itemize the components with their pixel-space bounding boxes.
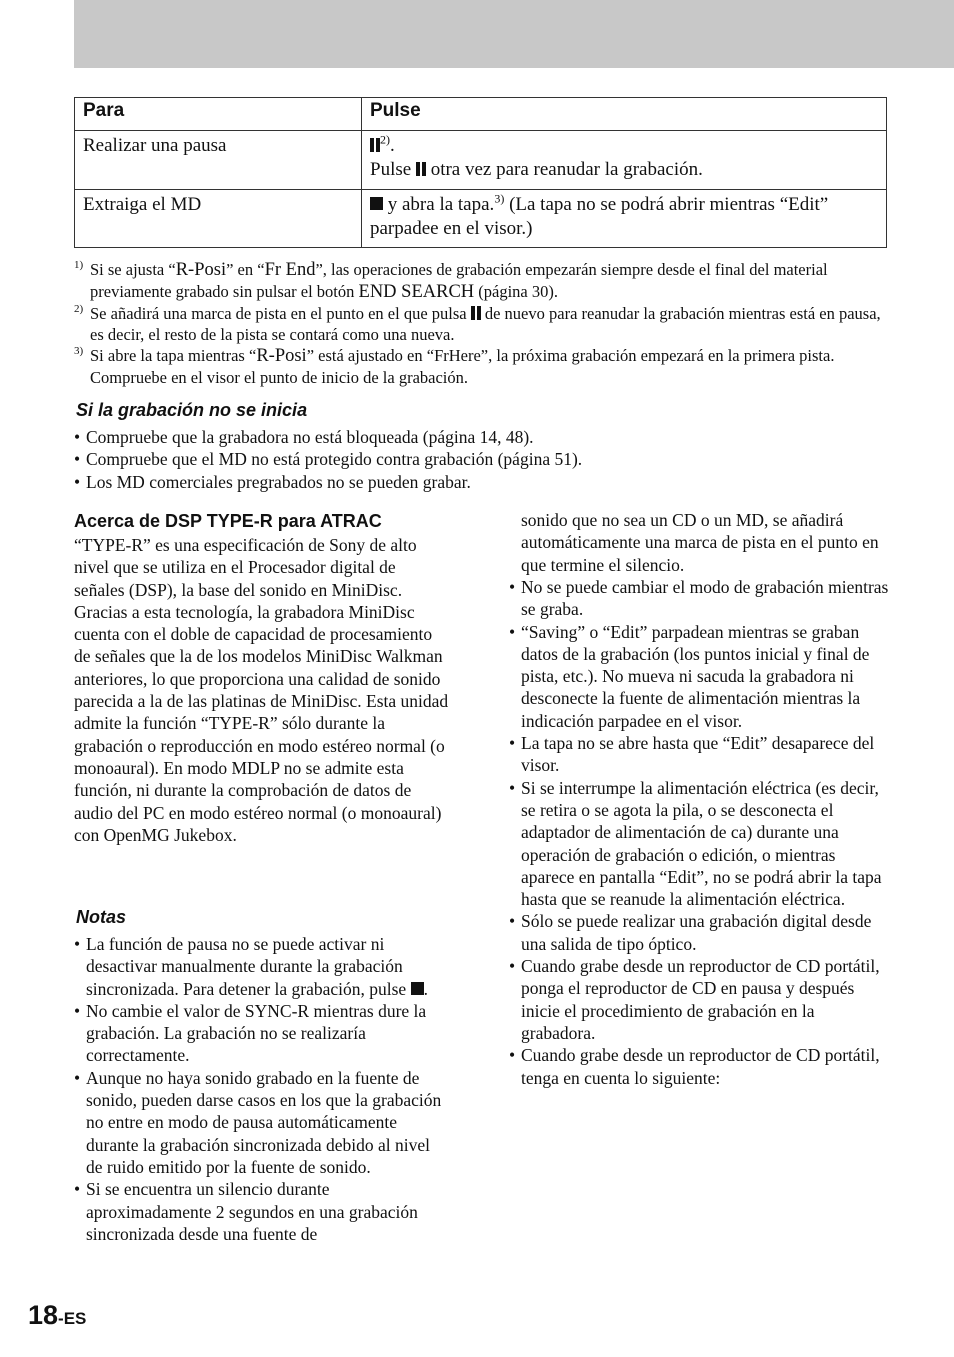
list-item: • La función de pausa no se puede activar ni desactivar manualmente durante la grabación sincronizada. Para detener la grabación, pulse .	[74, 933, 450, 1000]
table-cell-pulse: $^{2)}$. Pulse otra vez para reanudar la grabación.	[362, 131, 887, 190]
list-item: • Aunque no haya sonido grabado en la fuente de sonido, pueden darse casos en los que la grabación no entre en modo de pausa automáticamente durante la grabación sincronizada debido al nivel de ruido emitido por la fuente de sonido.	[74, 1067, 450, 1178]
footnote-2: 2) Se añadirá una marca de pista en el punto en el que pulsa de nuevo para reanudar la grabación mientras está en pausa, es decir, el resto de la pista se contará como una nueva.	[74, 303, 881, 344]
list-item: • Sólo se puede realizar una grabación digital desde una salida de tipo óptico.	[509, 910, 891, 955]
footnotes	[74, 259, 886, 388]
dsp-body: “TYPE-R” es una especificación de Sony de alto nivel que se utiliza en el Procesador digital de señales (DSP), la base del sonido en MiniDisc. Gracias a esta tecnología, la grabadora MiniDisc cuenta con el doble de capacidad de procesamiento de señales que la de los modelos MiniDisc Walkman anteriores, lo que proporciona una calidad de sonido parecida a la de las platinas de MiniDisc. Esta unidad admite la función “TYPE-R” sólo durante la grabación o reproducción en modo estéreo normal (o monoaural). En modo MDLP no se admite esta función, ni durante la comprobación de datos de audio del PC en modo estéreo normal (o monoaural) con OpenMG Jukebox.	[74, 535, 449, 845]
list-item: • Si se encuentra un silencio durante aproximadamente 2 segundos en una grabación sincronizada desde una fuente de	[74, 1178, 450, 1245]
table-row	[75, 131, 887, 190]
footnote-1: 1) Si se ajusta “R-Posi” en “Fr End”, las operaciones de grabación empezarán siempre desde el final del material previamente grabado sin pulsar el botón END SEARCH (página 30).	[74, 259, 828, 302]
table-header-para: Para	[75, 98, 362, 131]
list-item: • Cuando grabe desde un reproductor de CD portátil, ponga el reproductor de CD en pausa y después inicie el procedimiento de grabación en la grabadora.	[509, 955, 891, 1044]
pause-icon	[471, 306, 481, 320]
pause-icon	[416, 162, 426, 176]
pause-icon	[370, 138, 380, 152]
table-cell-action: Realizar una pausa	[75, 131, 362, 190]
list-item: • Si se interrumpe la alimentación eléctrica (es decir, se retira o se agota la pila, o se desconecta el adaptador de alimentación de ca) durante una operación de grabación o edición, o mientras aparece en pantalla “Edit”, no se podrá abrir la tapa hasta que se reanude la alimentación eléctrica.	[509, 777, 891, 911]
stop-icon	[370, 197, 383, 210]
list-item: • “Saving” o “Edit” parpadean mientras se graban datos de la grabación (los puntos inicial y final de pista, etc.). No mueva ni sacuda la grabadora ni desconecte la fuente de alimentación mientras la indicación parpadee en el visor.	[509, 621, 891, 732]
section-heading-no-inicia: Si la grabación no se inicia	[76, 400, 308, 420]
list-item: • No cambie el valor de SYNC-R mientras dure la grabación. La grabación no se realizaría correctamente.	[74, 1000, 450, 1067]
section-heading-dsp: Acerca de DSP TYPE-R para ATRAC	[74, 511, 382, 531]
notes-list-right	[509, 576, 891, 1089]
table-header-pulse: Pulse	[362, 98, 887, 131]
table-cell-pulse: y abra la tapa.$^{3)}$ (La tapa no se podrá abrir mientras “Edit” parpadee en el visor.)	[362, 190, 887, 248]
notes-continued: sonido que no sea un CD o un MD, se añadirá automáticamente una marca de pista en el punto en que termine el silencio.	[521, 510, 879, 575]
stop-icon	[411, 982, 424, 995]
list-item: • Los MD comerciales pregrabados no se pueden grabar.	[74, 471, 886, 493]
page-number: 18-ES	[28, 1300, 87, 1330]
notes-heading: Notas	[76, 907, 127, 927]
no-inicia-list	[74, 426, 886, 493]
list-item: • Cuando grabe desde un reproductor de CD portátil, tenga en cuenta lo siguiente:	[509, 1044, 891, 1089]
list-item: • Compruebe que la grabadora no está bloqueada (página 14, 48).	[74, 426, 886, 448]
operations-table	[74, 97, 887, 248]
list-item: • La tapa no se abre hasta que “Edit” desaparece del visor.	[509, 732, 891, 777]
table-row	[75, 190, 887, 248]
list-item: • Compruebe que el MD no está protegido contra grabación (página 51).	[74, 448, 886, 470]
header-band	[74, 0, 954, 68]
table-cell-action: Extraiga el MD	[75, 190, 362, 248]
list-item: • No se puede cambiar el modo de grabación mientras se graba.	[509, 576, 891, 621]
notes-list-left	[74, 933, 450, 1245]
footnote-3: 3) Si abre la tapa mientras “R-Posi” está ajustado en “FrHere”, la próxima grabación empezará en la primera pista. Compruebe en el visor el punto de inicio de la grabación.	[74, 345, 835, 387]
